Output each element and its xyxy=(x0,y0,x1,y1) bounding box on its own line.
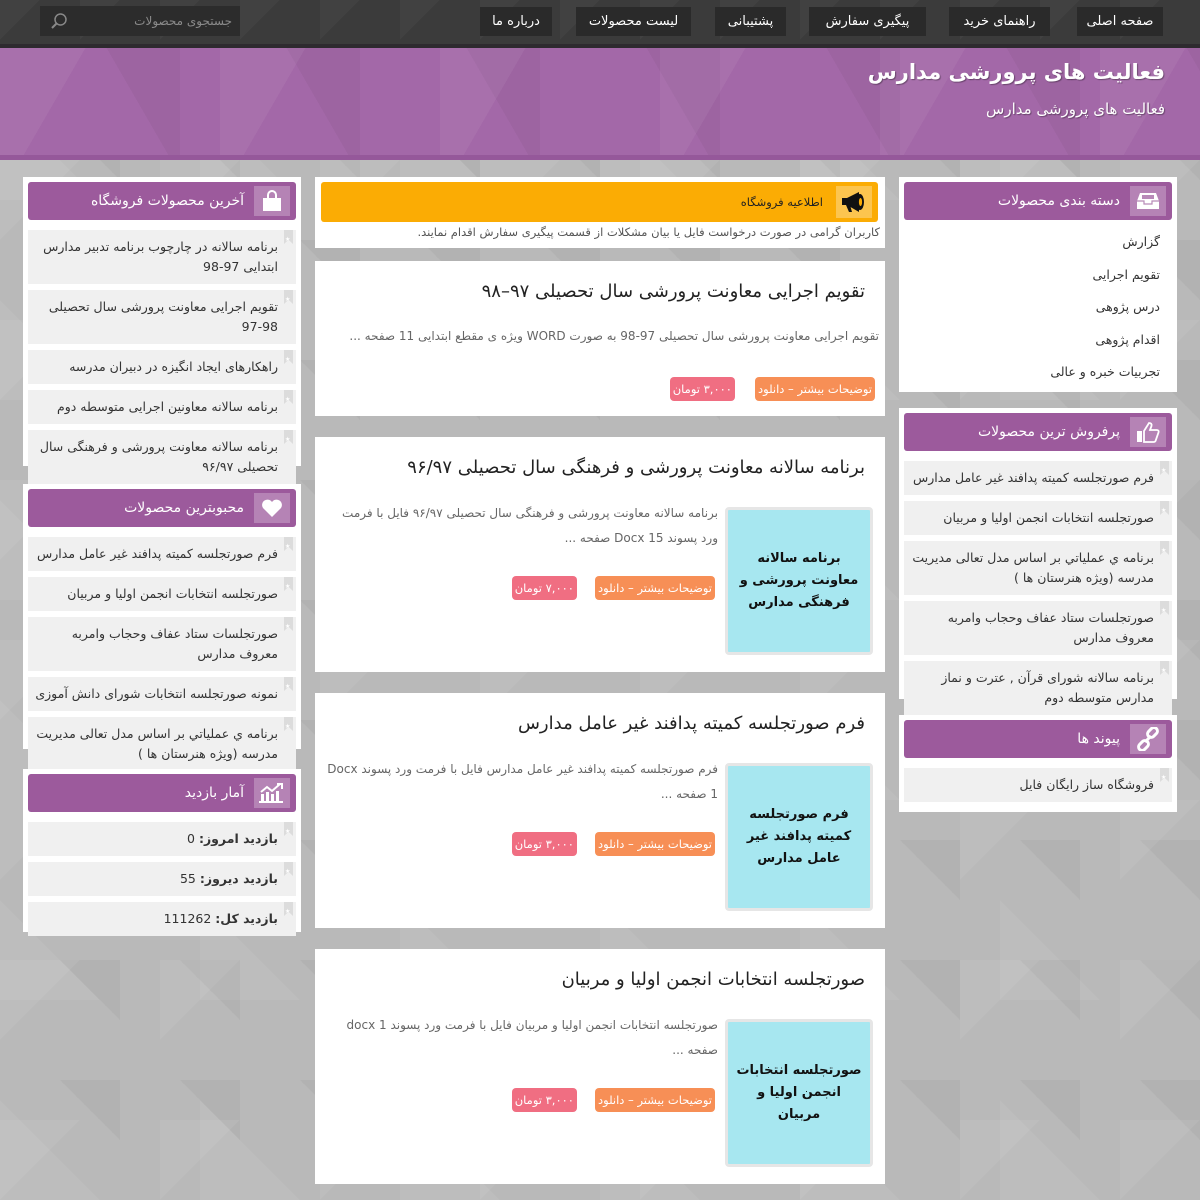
widget-title: پیوند ها xyxy=(1077,731,1120,747)
widget-popular-products xyxy=(23,484,301,761)
bookmark-icon xyxy=(1160,768,1169,782)
post-title[interactable]: صورتجلسه انتخابات انجمن اولیا و مربیان xyxy=(561,969,865,990)
post-excerpt: تقویم اجرایی معاونت پرورشی سال تحصیلی 97-98 به صورت WORD ویژه ی مقطع ابتدایی 11 صفحه ... xyxy=(349,329,879,343)
bookmark-icon xyxy=(284,537,293,551)
link-icon xyxy=(1130,724,1166,754)
category-item[interactable]: تقویم اجرایی xyxy=(1092,266,1160,282)
nav-home[interactable]: صفحه اصلی xyxy=(1077,7,1163,36)
stat-total: ★ بازدید کل: 111262 xyxy=(28,902,296,936)
bookmark-icon xyxy=(284,822,293,836)
bookmark-icon xyxy=(284,350,293,364)
stat-yesterday: ★ بازدید دیروز: 55 xyxy=(28,862,296,896)
product-link[interactable]: ★ برنامه ي عملياتي بر اساس مدل تعالی مدیریت مدرسه (ویژه هنرستان ها ) xyxy=(28,717,296,771)
nav-support[interactable]: پشتیبانی xyxy=(715,7,786,36)
more-info-button[interactable]: توضیحات بیشتر – دانلود xyxy=(595,576,715,600)
stat-today: ★ بازدید امروز: 0 xyxy=(28,822,296,856)
notice-bar xyxy=(321,182,878,222)
product-link[interactable]: ★ تقویم اجرایی معاونت پرورشی سال تحصیلی 98-97 xyxy=(28,290,296,344)
store-notice xyxy=(315,177,885,248)
bookmark-icon xyxy=(1160,461,1169,475)
notice-text: کاربران گرامی در صورت درخواست فایل یا بیان مشکلات از قسمت پیگیری سفارش اقدام نمایند. xyxy=(417,225,880,239)
price-badge: ۳,۰۰۰ تومان xyxy=(670,377,735,401)
product-link[interactable]: ★ برنامه سالانه معاونین اجرایی متوسطه دوم xyxy=(28,390,296,424)
nav-product-list[interactable]: لیست محصولات xyxy=(576,7,691,36)
search-icon[interactable] xyxy=(50,12,68,30)
product-post xyxy=(315,437,885,672)
product-link[interactable]: ★ برنامه سالانه شورای قرآن , عترت و نماز مدارس متوسطه دوم xyxy=(904,661,1172,715)
bookmark-icon xyxy=(284,862,293,876)
widget-header xyxy=(904,720,1172,758)
post-excerpt: برنامه سالانه معاونت پرورشی و فرهنگی سال تحصیلی ۹۶/۹۷ فایل با فرمت ورد پسوند Docx 15 صفحه ... xyxy=(342,506,718,545)
widget-title: دسته بندی محصولات xyxy=(997,193,1120,209)
product-thumbnail[interactable]: فرم صورتجلسه کمیته پدافند غیر عامل مدارس xyxy=(725,763,873,911)
product-link[interactable]: ★ برنامه سالانه معاونت پرورشی و فرهنگی سال تحصیلی ۹۶/۹۷ xyxy=(28,430,296,484)
price-badge: ۳,۰۰۰ تومان xyxy=(512,832,577,856)
widget-title: آمار بازدید xyxy=(184,785,244,801)
widget-title: محبوبترین محصولات xyxy=(124,500,244,516)
widget-header xyxy=(28,182,296,220)
thumbs-up-icon xyxy=(1130,417,1166,447)
product-link[interactable]: ★ فرم صورتجلسه کمیته پدافند غیر عامل مدارس xyxy=(904,461,1172,495)
inbox-icon xyxy=(1130,186,1166,216)
site-title[interactable]: فعالیت های پرورشی مدارس xyxy=(867,60,1165,84)
widget-title: آخرین محصولات فروشگاه xyxy=(90,193,244,209)
bookmark-icon xyxy=(1160,541,1169,555)
post-title[interactable]: فرم صورتجلسه کمیته پدافند غیر عامل مدارس xyxy=(517,713,865,734)
megaphone-icon xyxy=(836,186,872,218)
product-post xyxy=(315,693,885,928)
category-item[interactable]: درس پژوهی xyxy=(1095,299,1160,314)
bookmark-icon xyxy=(284,430,293,444)
product-thumbnail[interactable]: برنامه سالانه معاونت پرورشی و فرهنگی مدارس xyxy=(725,507,873,655)
product-post xyxy=(315,261,885,416)
bookmark-icon xyxy=(284,617,293,631)
widget-header xyxy=(904,413,1172,451)
widget-categories xyxy=(899,177,1177,392)
bookmark-icon xyxy=(284,902,293,916)
widget-latest-products xyxy=(23,177,301,474)
shopping-bag-icon xyxy=(254,186,290,216)
bookmark-icon xyxy=(1160,661,1169,675)
top-navbar xyxy=(0,0,1200,44)
bookmark-icon xyxy=(1160,601,1169,615)
post-excerpt: صورتجلسه انتخابات انجمن اولیا و مربیان فایل با فرمت ورد پسوند docx 1 صفحه ... xyxy=(346,1018,718,1057)
product-link[interactable]: ★ برنامه سالانه در چارچوب برنامه تدبیر مدارس ابتدایی 97-98 xyxy=(28,230,296,284)
widget-visit-stats xyxy=(23,769,301,932)
product-link[interactable]: ★ برنامه ي عملياتي بر اساس مدل تعالی مدیریت مدرسه (ویژه هنرستان ها ) xyxy=(904,541,1172,595)
post-title[interactable]: تقویم اجرایی معاونت پرورشی سال تحصیلی ۹۷–۹۸ xyxy=(481,281,865,302)
more-info-button[interactable]: توضیحات بیشتر – دانلود xyxy=(595,1088,715,1112)
product-link[interactable]: ★ صورتجلسه انتخابات انجمن اولیا و مربیان xyxy=(904,501,1172,535)
bookmark-icon xyxy=(284,390,293,404)
link-item[interactable]: ★ فروشگاه ساز رایگان فایل xyxy=(904,768,1172,802)
product-thumbnail[interactable]: صورتجلسه انتخابات انجمن اولیا و مربیان xyxy=(725,1019,873,1167)
widget-header xyxy=(28,774,296,812)
widget-links xyxy=(899,715,1177,812)
widget-title: پرفروش ترین محصولات xyxy=(977,424,1120,440)
search-input[interactable] xyxy=(82,6,232,36)
post-excerpt: فرم صورتجلسه کمیته پدافند غیر عامل مدارس فایل با فرمت ورد پسوند Docx 1 صفحه ... xyxy=(327,762,718,801)
category-item[interactable]: اقدام پژوهی xyxy=(1095,331,1160,347)
widget-bestsellers xyxy=(899,408,1177,705)
bookmark-icon xyxy=(284,577,293,591)
product-link[interactable]: ★ فرم صورتجلسه کمیته پدافند غیر عامل مدارس xyxy=(28,537,296,571)
nav-about[interactable]: درباره ما xyxy=(480,7,552,36)
product-link[interactable]: ★ نمونه صورتجلسه انتخابات شورای دانش آموزی xyxy=(28,677,296,711)
nav-buying-guide[interactable]: راهنمای خرید xyxy=(949,7,1050,36)
post-title[interactable]: برنامه سالانه معاونت پرورشی و فرهنگی سال تحصیلی ۹۶/۹۷ xyxy=(407,457,865,478)
heart-icon xyxy=(254,493,290,523)
bookmark-icon xyxy=(284,717,293,731)
site-header xyxy=(0,48,1200,160)
bookmark-icon xyxy=(284,230,293,244)
product-link[interactable]: ★ صورتجلسه انتخابات انجمن اولیا و مربیان xyxy=(28,577,296,611)
more-info-button[interactable]: توضیحات بیشتر – دانلود xyxy=(755,377,875,401)
category-item[interactable]: تجربیات خبره و عالی xyxy=(1050,364,1160,379)
notice-title: اطلاعیه فروشگاه xyxy=(740,195,823,209)
price-badge: ۳,۰۰۰ تومان xyxy=(512,1088,577,1112)
category-item[interactable]: گزارش xyxy=(1122,234,1160,249)
widget-header xyxy=(28,489,296,527)
product-link[interactable]: ★ صورتجلسات ستاد عفاف وحجاب وامربه معروف مدارس xyxy=(904,601,1172,655)
more-info-button[interactable]: توضیحات بیشتر – دانلود xyxy=(595,832,715,856)
bookmark-icon xyxy=(1160,501,1169,515)
chart-icon xyxy=(254,778,290,808)
bookmark-icon xyxy=(284,677,293,691)
search-box xyxy=(40,6,240,36)
product-link[interactable]: ★ صورتجلسات ستاد عفاف وحجاب وامربه معروف مدارس xyxy=(28,617,296,671)
site-subtitle: فعالیت های پرورشی مدارس xyxy=(986,100,1165,118)
bookmark-icon xyxy=(284,290,293,304)
price-badge: ۷,۰۰۰ تومان xyxy=(512,576,577,600)
widget-header xyxy=(904,182,1172,220)
nav-order-tracking[interactable]: پیگیری سفارش xyxy=(809,7,926,36)
product-link[interactable]: ★ راهکارهای ایجاد انگیزه در دبیران مدرسه xyxy=(28,350,296,384)
product-post xyxy=(315,949,885,1184)
